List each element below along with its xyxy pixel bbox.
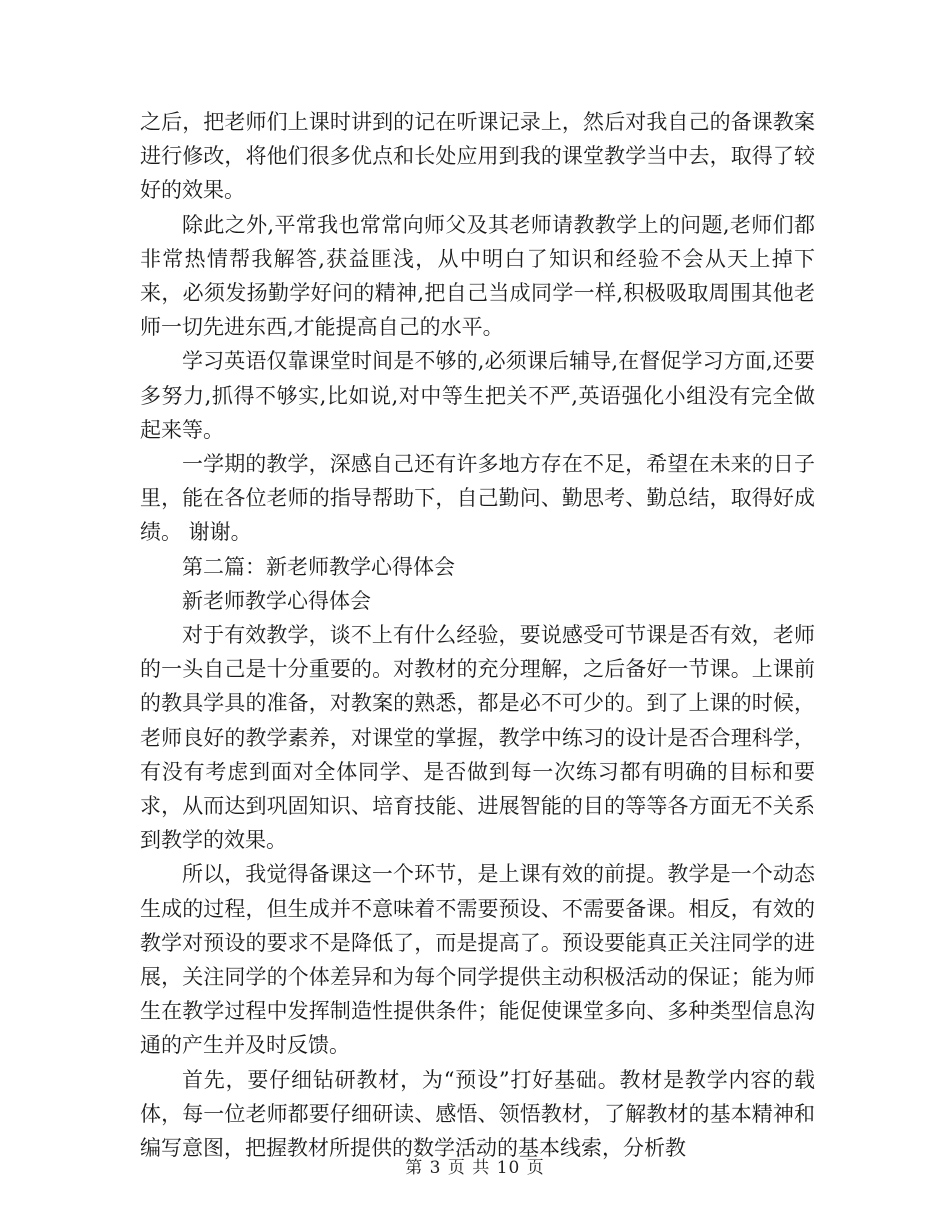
section-heading: 第二篇：新老师教学心得体会 [182, 554, 455, 579]
paragraph-4: 一学期的教学，深感自己还有许多地方存在不足，希望在未来的日子里，能在各位老师的指导帮助下，自己勤问、勤思考、勤总结，取得好成绩。 谢谢。 [140, 452, 815, 545]
paragraph-1: 之后，把老师们上课时讲到的记在听课记录上，然后对我自己的备课教案进行修改，将他们很多优点和长处应用到我的课堂教学当中去，取得了较好的效果。 [140, 110, 815, 203]
paragraph-3: 学习英语仅靠课堂时间是不够的,必须课后辅导,在督促学习方面,还要多努力,抓得不够实,比如说,对中等生把关不严,英语强化小组没有完全做起来等。 [140, 349, 815, 442]
document-body [140, 105, 815, 1165]
page-number-footer: 第 3 页 共 10 页 [405, 1158, 545, 1178]
paragraph-7: 首先，要仔细钻研教材，为“预设”打好基础。教材是教学内容的载体，每一位老师都要仔细研读、感悟、领悟教材，了解教材的基本精神和编写意图，把握教材所提供的数学活动的基本线索，分析教 [140, 1067, 815, 1161]
paragraph-2: 除此之外,平常我也常常向师父及其老师请教教学上的问题,老师们都非常热情帮我解答,获益匪浅，从中明白了知识和经验不会从天上掉下来，必须发扬勤学好问的精神,把自己当成同学一样,积极吸取周围其他老师一切先进东西,才能提高自己的水平。 [140, 212, 815, 340]
section-title: 新老师教学心得体会 [182, 588, 371, 613]
paragraph-5: 对于有效教学，谈不上有什么经验，要说感受可节课是否有效，老师的一头自己是十分重要的。对教材的充分理解，之后备好一节课。上课前的教具学具的准备，对教案的熟悉，都是必不可少的。到了上课的时候，老师良好的教学素养，对课堂的掌握，教学中练习的设计是否合理科学，有没有考虑到面对全体同学、是否做到每一次练习都有明确的目标和要求，从而达到巩固知识、培育技能、进展智能的目的等等各方面无不关系到教学的效果。 [140, 623, 815, 853]
paragraph-6: 所以，我觉得备课这一个环节，是上课有效的前提。教学是一个动态生成的过程，但生成并不意味着不需要预设、不需要备课。相反，有效的教学对预设的要求不是降低了，而是提高了。预设要能真正关注同学的进展，关注同学的个体差异和为每个同学提供主动积极活动的保证；能为师生在教学过程中发挥制造性提供条件；能促使课堂多向、多种类型信息沟通的产生并及时反馈。 [140, 862, 815, 1058]
